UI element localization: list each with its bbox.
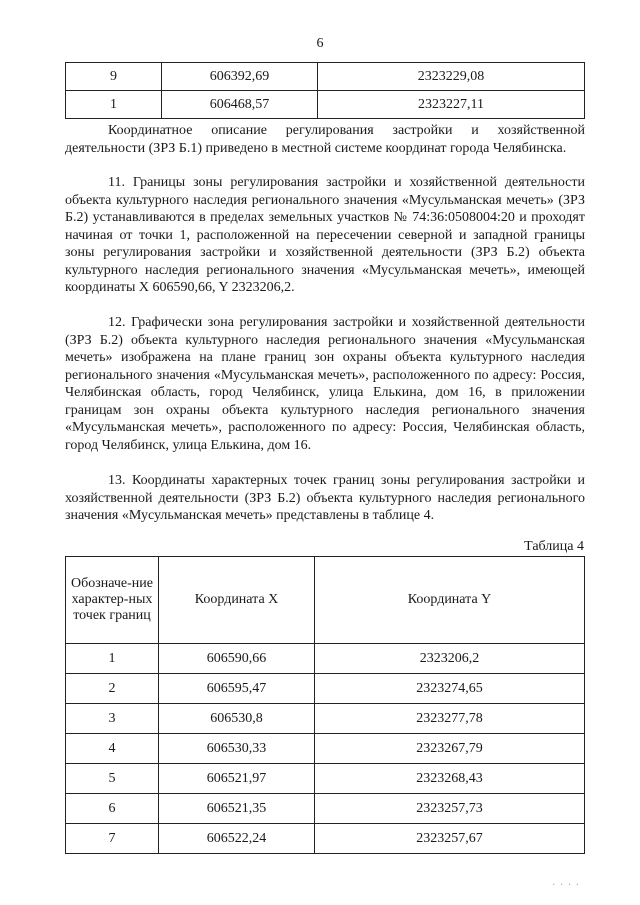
coordinate-x-cell: 606522,24 xyxy=(159,824,315,854)
paragraph-text: 13. Координаты характерных точек границ зоны регулирования застройки и хозяйственной деятельности (ЗРЗ Б.2) объекта культурного наследия регионального значения «Мусульманская мечеть» представлены в таблице 4. xyxy=(65,473,585,523)
coordinate-y-cell: 2323268,43 xyxy=(315,764,585,794)
coordinate-x-cell: 606595,47 xyxy=(159,674,315,704)
coordinate-y-cell: 2323277,78 xyxy=(315,704,585,734)
top-coordinates-table xyxy=(65,62,585,119)
coordinate-y-cell: 2323227,11 xyxy=(318,91,585,119)
coordinate-y-cell: 2323229,08 xyxy=(318,63,585,91)
coordinate-y-cell: 2323267,79 xyxy=(315,734,585,764)
table-row xyxy=(66,674,585,704)
table-row xyxy=(66,91,585,119)
coordinate-x-cell: 606468,57 xyxy=(162,91,318,119)
paragraph-text: 12. Графически зона регулирования застройки и хозяйственной деятельности (ЗРЗ Б.2) объекта культурного наследия регионального значения «Мусульманская мечеть» изображена на плане границ зон охраны объекта культурного наследия регионального значения «Мусульманская мечеть», расположенного по адресу: Россия, Челябинская область, город Челябинск, улица Елькина, дом 16, в приложении границам зон охраны объекта культурного наследия регионального значения «Мусульманская мечеть», расположенного по адресу: Россия, Челябинская область, город Челябинск, улица Елькина, дом 16. xyxy=(65,315,585,453)
table-row xyxy=(66,63,585,91)
point-cell: 4 xyxy=(66,734,159,764)
point-cell: 9 xyxy=(66,63,162,91)
table-row xyxy=(66,704,585,734)
coordinate-x-cell: 606590,66 xyxy=(159,644,315,674)
coordinates-table-4 xyxy=(65,556,585,854)
coordinate-x-cell: 606521,35 xyxy=(159,794,315,824)
coordinate-x-cell: 606530,8 xyxy=(159,704,315,734)
table-row xyxy=(66,734,585,764)
scan-mark: · · · · xyxy=(552,880,580,891)
table-row xyxy=(66,794,585,824)
paragraph-text: Координатное описание регулирования застройки и хозяйственной деятельности (ЗРЗ Б.1) приведено в местной системе координат города Челябинска. xyxy=(65,123,585,156)
coordinate-y-cell: 2323206,2 xyxy=(315,644,585,674)
paragraph-11 xyxy=(65,174,585,297)
point-cell: 6 xyxy=(66,794,159,824)
point-cell: 1 xyxy=(66,91,162,119)
paragraph-zrz-b1-description xyxy=(65,122,585,157)
coordinate-x-cell: 606392,69 xyxy=(162,63,318,91)
coordinate-x-cell: 606521,97 xyxy=(159,764,315,794)
paragraph-12 xyxy=(65,314,585,454)
paragraph-13 xyxy=(65,472,585,525)
paragraph-text: 11. Границы зоны регулирования застройки и хозяйственной деятельности объекта культурного наследия регионального значения «Мусульманская мечеть» (ЗРЗ Б.2) устанавливаются в пределах земельных участков № 74:36:0508004:20 и проходят начиная от точки 1, расположенной на пересечении северной и западной границы зоны регулирования застройки и хозяйственной деятельности (ЗРЗ Б.2) объекта культурного наследия регионального значения «Мусульманская мечеть», имеющей координаты X 606590,66, Y 2323206,2. xyxy=(65,175,585,295)
coordinate-y-cell: 2323274,65 xyxy=(315,674,585,704)
column-header-y: Координата Y xyxy=(315,557,585,644)
point-cell: 1 xyxy=(66,644,159,674)
coordinate-y-cell: 2323257,73 xyxy=(315,794,585,824)
column-header-x: Координата X xyxy=(159,557,315,644)
column-header-point: Обозначе-ние характер-ных точек границ xyxy=(66,557,159,644)
point-cell: 3 xyxy=(66,704,159,734)
point-cell: 7 xyxy=(66,824,159,854)
page-number: 6 xyxy=(316,36,324,51)
coordinate-x-cell: 606530,33 xyxy=(159,734,315,764)
point-cell: 5 xyxy=(66,764,159,794)
coordinate-y-cell: 2323257,67 xyxy=(315,824,585,854)
point-cell: 2 xyxy=(66,674,159,704)
table-caption: Таблица 4 xyxy=(524,539,584,554)
table-row xyxy=(66,764,585,794)
table-row xyxy=(66,644,585,674)
table-row xyxy=(66,824,585,854)
table-header-row xyxy=(66,557,585,644)
